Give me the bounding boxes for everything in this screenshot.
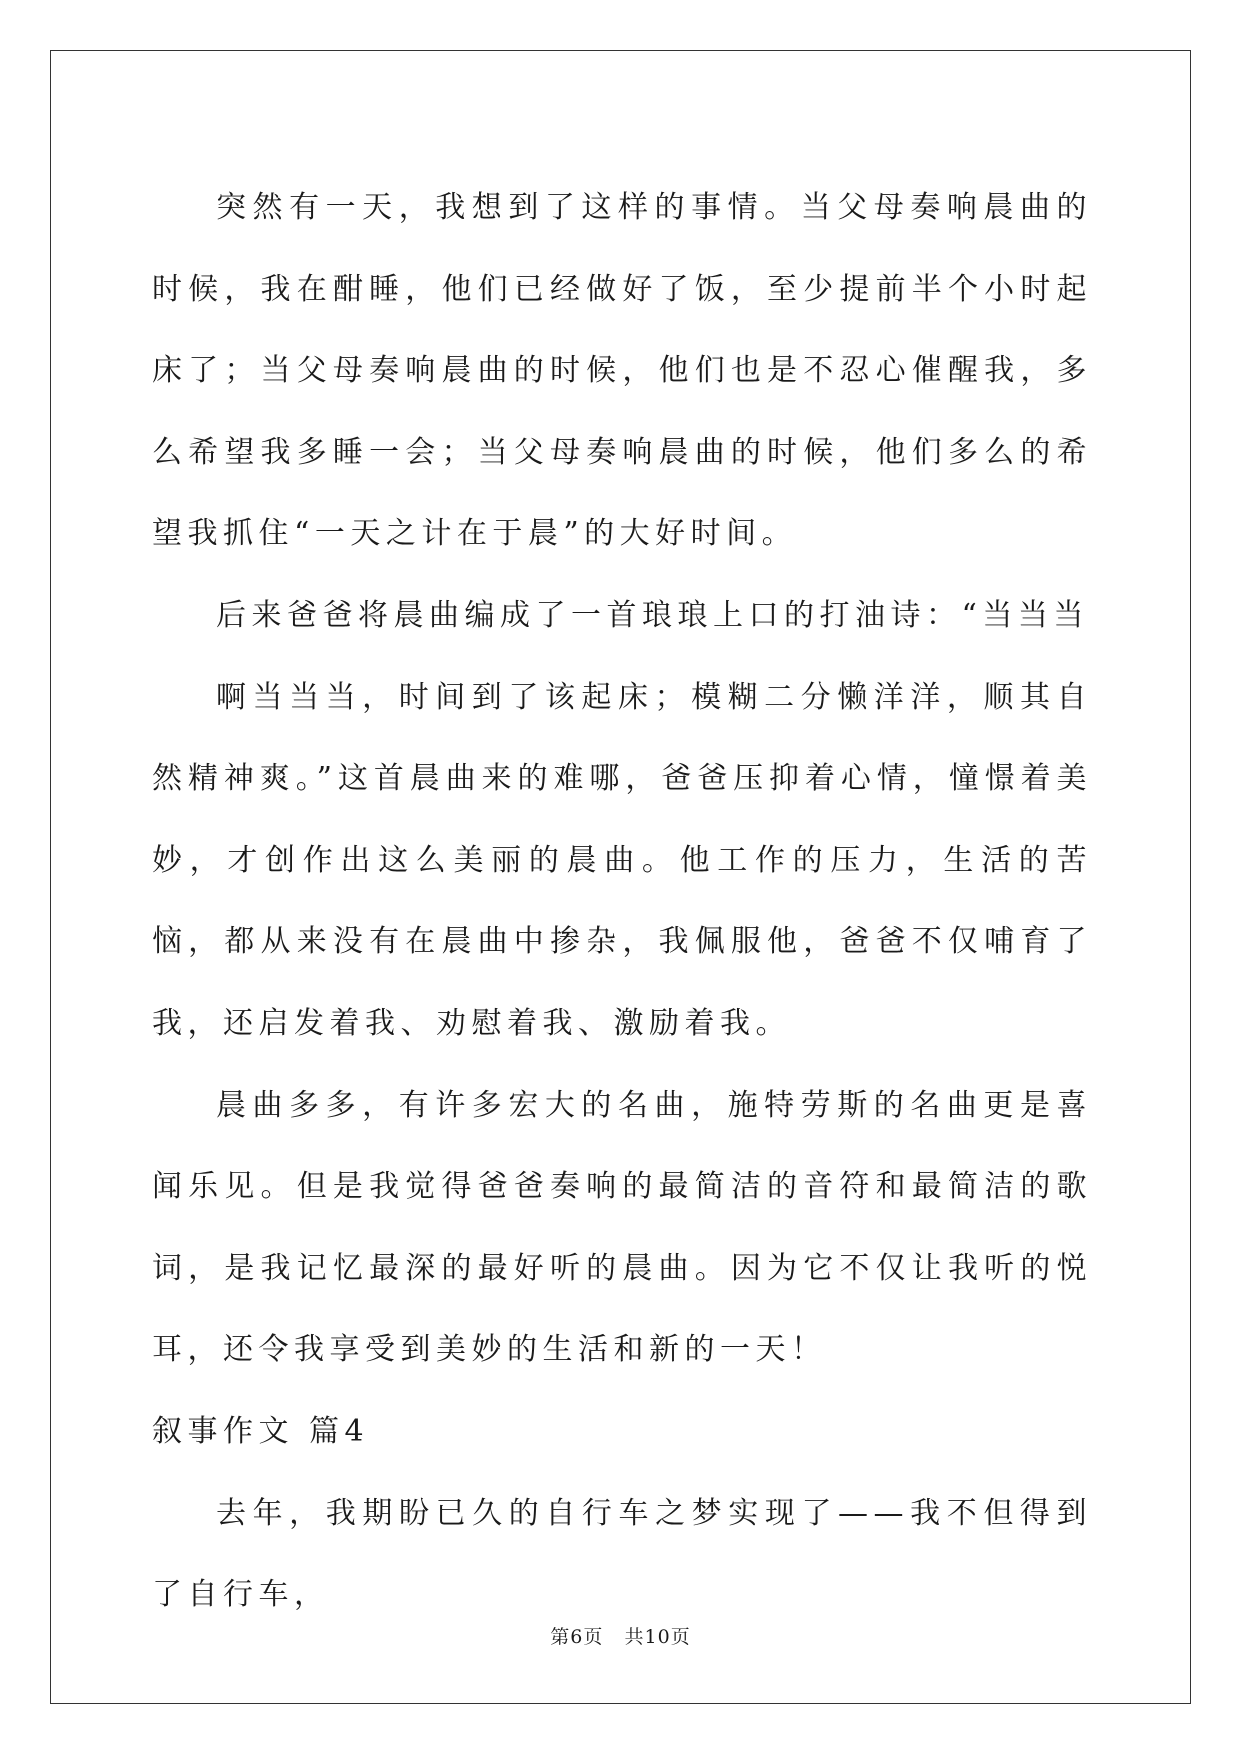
page-number: 第6页 [550, 1626, 604, 1648]
page-footer [0, 1622, 1241, 1649]
paragraph-5: 去年，我期盼已久的自行车之梦实现了——我不但得到了自行车， [152, 1495, 1092, 1613]
paragraph-4: 晨曲多多，有许多宏大的名曲，施特劳斯的名曲更是喜闻乐见。但是我觉得爸爸奏响的最简洁的音符和最简洁的歌词，是我记忆最深的最好听的晨曲。因为它不仅让我听的悦耳，还令我享受到美妙的生活和新的一天！ [152, 1087, 1092, 1368]
page-total: 共10页 [624, 1626, 691, 1648]
document-body [152, 167, 1092, 1636]
section-heading: 叙事作文 篇4 [152, 1413, 370, 1449]
paragraph-2: 后来爸爸将晨曲编成了一首琅琅上口的打油诗：“当当当 [216, 597, 1089, 633]
paragraph-1: 突然有一天，我想到了这样的事情。当父母奏响晨曲的时候，我在酣睡，他们已经做好了饭，至少提前半个小时起床了；当父母奏响晨曲的时候，他们也是不忍心催醒我，多么希望我多睡一会；当父母奏响晨曲的时候，他们多么的希望我抓住“一天之计在于晨”的大好时间。 [152, 190, 1092, 552]
paragraph-3: 啊当当当，时间到了该起床；模糊二分懒洋洋，顺其自然精神爽。”这首晨曲来的难哪，爸爸压抑着心情，憧憬着美妙，才创作出这么美丽的晨曲。他工作的压力，生活的苦恼，都从来没有在晨曲中掺杂，我佩服他，爸爸不仅哺育了我，还启发着我、劝慰着我、激励着我。 [152, 679, 1092, 1041]
